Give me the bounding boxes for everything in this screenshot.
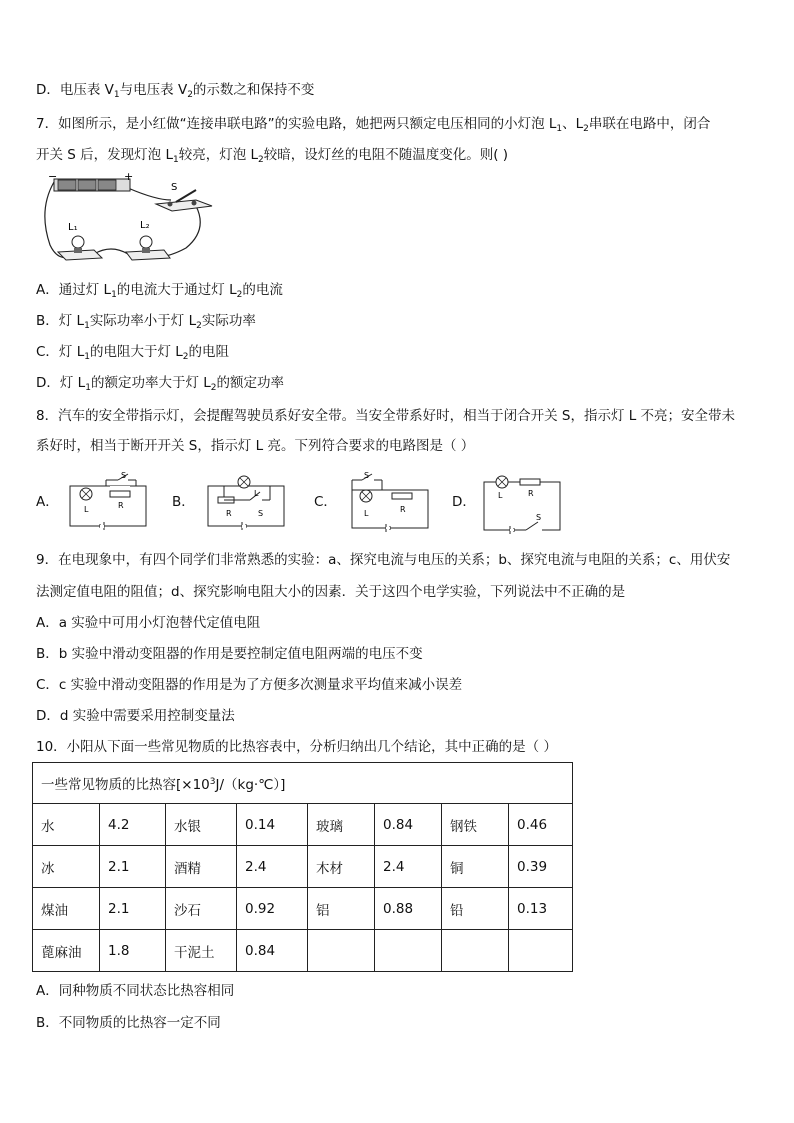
table-row [33,930,573,972]
table-cell: 0.14 [237,804,308,846]
subscript: 1 [111,290,117,300]
table-cell: 冰 [33,846,100,888]
q7-option-b [36,311,256,331]
q8-circuit-c [346,472,432,534]
resistor-icon [392,493,412,499]
specific-heat-table [32,762,573,972]
subscript: 2 [236,290,243,300]
subscript: 2 [583,124,589,134]
subscript: 2 [196,321,202,331]
q8-circuit-a [66,472,152,534]
resistor-label: R [400,505,406,514]
lamp-icon [126,236,170,260]
table-row [33,888,573,930]
subscript: 2 [182,352,189,362]
subscript: 1 [84,321,90,331]
table-cell: 0.84 [237,930,308,972]
table-cell: 2.1 [100,888,166,930]
text: 开关 S 后，发现灯泡 L [36,147,173,163]
q7-stem-line-1 [36,114,710,134]
table-cell: 木材 [308,846,375,888]
minus-label: − [48,170,58,183]
table-cell [308,930,375,972]
resistor-label: R [118,501,124,510]
text: 的电流 [242,282,283,298]
subscript: 1 [172,155,179,165]
q7-series-circuit-figure [36,170,226,270]
lamp-label: L [254,489,259,498]
table-cell: 酒精 [166,846,237,888]
text: 的电流大于通过灯 L [116,282,237,298]
switch-label: S [536,513,542,522]
q8-circuit-b [204,472,290,534]
text: 实际功率小于灯 L [89,313,197,329]
q9-stem-line-1: 9．在电现象中，有四个同学们非常熟悉的实验：a、探究电流与电压的关系；b、探究电流与电阻的关系；c、用伏安 [36,552,731,568]
table-cell: 水银 [166,804,237,846]
q10-option-a: A．同种物质不同状态比热容相同 [36,983,235,999]
lamp-label: L [498,491,503,500]
table-cell [442,930,509,972]
switch-label: S [364,472,370,480]
table-cell: 铜 [442,846,509,888]
q6-option-d-text: 的示数之和保持不变 [192,82,315,98]
text: C．灯 L [36,344,85,360]
resistor-label: R [528,489,534,498]
lamp2-label: L₂ [140,220,150,231]
q9-option-c: C．c 实验中滑动变阻器的作用是为了方便多次测量求平均值来减小误差 [36,677,463,693]
switch-label: S [258,509,264,518]
subscript: 2 [210,383,217,393]
table-cell: 2.4 [375,846,442,888]
superscript: 3 [209,777,216,787]
table-cell: 钢铁 [442,804,509,846]
subscript: 1 [113,90,120,100]
switch-icon [526,522,538,530]
text: 的额定功率 [216,375,284,391]
table-cell: 煤油 [33,888,100,930]
switch-icon [156,190,212,211]
q6-option-d-text: D．电压表 V [36,82,114,98]
resistor-icon [520,479,540,485]
table-cell: 水 [33,804,100,846]
table-cell: 沙石 [166,888,237,930]
table-cell: 0.46 [509,804,573,846]
table-cell: 0.39 [509,846,573,888]
subscript: 2 [187,90,193,100]
q8-circuit-d [480,472,566,534]
subscript: 1 [85,383,91,393]
text: B．灯 L [36,313,85,329]
switch-label: S [121,472,127,480]
text: 较亮，灯泡 L [178,147,259,163]
text: 的电阻大于灯 L [89,344,183,360]
table-cell: 铝 [308,888,375,930]
q8-option-a-label: A． [36,494,59,510]
switch-label: S [171,182,178,193]
q7-stem-line-2 [36,145,508,165]
text: 7．如图所示，是小红做“连接串联电路”的实验电路，她把两只额定电压相同的小灯泡 L [36,116,557,132]
q8-stem-line-1: 8．汽车的安全带指示灯，会提醒驾驶员系好安全带。当安全带系好时，相当于闭合开关 S，指示灯 L 不亮；安全带未 [36,408,736,424]
battery-icon [54,179,130,191]
q8-option-b-label: B． [172,494,195,510]
q7-option-a [36,280,283,300]
table-cell [509,930,573,972]
text: 较暗，设灯丝的电阻不随温度变化。则( ) [263,147,509,163]
table-cell [375,930,442,972]
lamp-label: L [84,505,89,514]
plus-label: + [124,170,134,183]
text: J/（kg·℃）] [215,777,286,793]
q7-option-d [36,373,284,393]
q10-option-b: B．不同物质的比热容一定不同 [36,1015,221,1031]
q8-stem-line-2: 系好时，相当于断开开关 S，指示灯 L 亮。下列符合要求的电路图是（ ） [36,438,475,454]
lamp-icon [58,236,102,260]
text: 实际功率 [201,313,256,329]
table-row [33,804,573,846]
table-title [33,763,573,804]
resistor-icon [110,491,130,497]
table-header-row [33,763,573,804]
table-cell: 铅 [442,888,509,930]
text: 一些常见物质的比热容[×10 [41,777,210,793]
table-row [33,846,573,888]
q6-option-d [36,80,314,100]
resistor-label: R [226,509,232,518]
table-cell: 0.92 [237,888,308,930]
table-cell: 0.88 [375,888,442,930]
lamp1-label: L₁ [68,222,78,233]
table-cell: 4.2 [100,804,166,846]
table-cell: 1.8 [100,930,166,972]
text: 、L [562,116,584,132]
table-cell: 2.4 [237,846,308,888]
q7-option-c [36,342,229,362]
table-cell: 0.84 [375,804,442,846]
q9-option-a: A．a 实验中可用小灯泡替代定值电阻 [36,615,261,631]
table-cell: 2.1 [100,846,166,888]
table-cell: 玻璃 [308,804,375,846]
subscript: 1 [556,124,563,134]
q6-option-d-text: 与电压表 V [119,82,188,98]
text: 的电阻 [188,344,230,360]
table-cell: 0.13 [509,888,573,930]
subscript: 2 [258,155,264,165]
subscript: 1 [84,352,90,362]
q8-option-d-label: D． [452,494,476,510]
table-cell: 蓖麻油 [33,930,100,972]
text: 的额定功率大于灯 L [90,375,211,391]
table-cell: 干泥土 [166,930,237,972]
q10-stem: 10．小阳从下面一些常见物质的比热容表中，分析归纳出几个结论，其中正确的是（ ） [36,739,557,755]
q8-option-c-label: C． [314,494,337,510]
text: D．灯 L [36,375,86,391]
q9-option-b: B．b 实验中滑动变阻器的作用是要控制定值电阻两端的电压不变 [36,646,423,662]
lamp-label: L [364,509,369,518]
text: 串联在电路中，闭合 [588,116,711,132]
q9-stem-line-2: 法测定值电阻的阻值；d、探究影响电阻大小的因素．关于这四个电学实验，下列说法中不正确的是 [36,584,626,600]
q9-option-d: D．d 实验中需要采用控制变量法 [36,708,235,724]
text: A．通过灯 L [36,282,112,298]
